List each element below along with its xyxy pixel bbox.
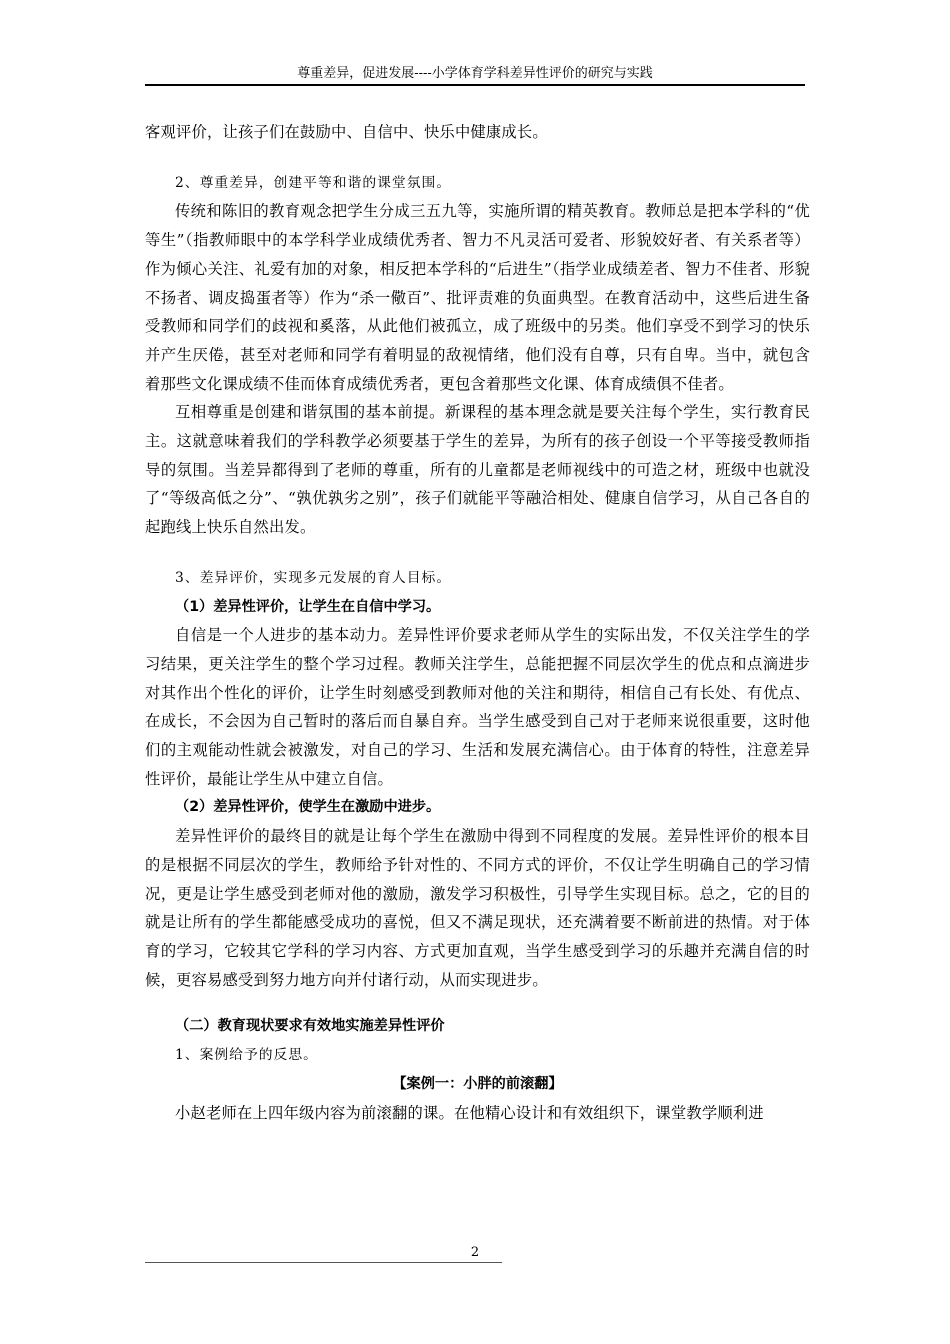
page-number: 2	[470, 1245, 480, 1260]
case-title: 【案例一：小胖的前滚翻】	[392, 1075, 563, 1092]
paragraph-mutual-respect: 互相尊重是创建和谐氛围的基本前提。新课程的基本理念就是要关注每个学生，实行教育民主。这就意味着我们的学科教学必须要基于学生的差异，为所有的孩子创设一个平等接受教师指导的氛围。当差异都得到了老师的尊重，所有的儿童都是老师视线中的可造之材，班级中也就没了“等级高低之分”、“孰优孰劣之别”，孩子们就能平等融洽相处、健康自信学习，从自己各自的起跑线上快乐自然出发。	[145, 403, 810, 537]
section-heading-2: 2、尊重差异，创建平等和谐的课堂氛围。	[175, 174, 452, 191]
paragraph-confidence: 自信是一个人进步的基本动力。差异性评价要求老师从学生的实际出发，不仅关注学生的学习结果，更关注学生的整个学习过程。教师关注学生，总能把握不同层次学生的优点和点滴进步对其作出个性化的评价，让学生时刻感受到教师对他的关注和期待，相信自己有长处、有优点、在成长，不会因为自己暂时的落后而自暴自弃。当学生感受到自己对于老师来说很重要，这时他们的主观能动性就会被激发，对自己的学习、生活和发展充满信心。由于体育的特性，注意差异性评价，最能让学生从中建立自信。	[145, 626, 810, 788]
section-heading-ii: （二）教育现状要求有效地实施差异性评价	[175, 1018, 445, 1035]
paragraph-case-start: 小赵老师在上四年级内容为前滚翻的课。在他精心设计和有效组织下，课堂教学顺利进	[175, 1103, 764, 1122]
paragraph-traditional-views: 传统和陈旧的教育观念把学生分成三五九等，实施所谓的精英教育。教师总是把本学科的“优等生”（指教师眼中的本学科学业成绩优秀者、智力不凡灵活可爱者、形貌姣好者、有关系者等）作为倾心关注、礼爱有加的对象，相反把本学科的“后进生”（指学业成绩差者、智力不佳者、形貌不扬者、调皮捣蛋者等）作为“杀一儆百”、批评责难的负面典型。在教育活动中，这些后进生备受教师和同学们的歧视和奚落，从此他们被孤立，成了班级中的另类。他们享受不到学习的快乐并产生厌倦，甚至对老师和同学有着明显的敌视情绪，他们没有自尊，只有自卑。当中，就包含着那些文化课成绩不佳而体育成绩优秀者，更包含着那些文化课、体育成绩俱不佳者。	[145, 202, 810, 393]
paragraph-encouragement: 差异性评价的最终目的就是让每个学生在激励中得到不同程度的发展。差异性评价的根本目的是根据不同层次的学生，教师给予针对性的、不同方式的评价，不仅让学生明确自己的学习情况，更是让学生感受到老师对他的激励，激发学习积极性，引导学生实现目标。总之，它的目的就是让所有的学生都能感受成功的喜悦，但又不满足现状，还充满着要不断前进的热情。对于体育的学习，它较其它学科的学习内容、方式更加直观，当学生感受到学习的乐趣并充满自信的时候，更容易感受到努力地方向并付诸行动，从而实现进步。	[145, 827, 810, 989]
footer-divider	[145, 1262, 502, 1263]
running-header: 尊重差异，促进发展----小学体育学科差异性评价的研究与实践	[145, 66, 805, 86]
subheading-2: （2）差异性评价，使学生在激励中进步。	[175, 799, 441, 816]
paragraph-continuation: 客观评价，让孩子们在鼓励中、自信中、快乐中健康成长。	[145, 123, 548, 141]
page-body	[145, 118, 810, 1127]
section-heading-3: 3、差异评价，实现多元发展的育人目标。	[175, 569, 452, 586]
subheading-1: （1）差异性评价，让学生在自信中学习。	[175, 598, 441, 615]
case-reflection-heading: 1、案例给予的反思。	[175, 1047, 318, 1064]
